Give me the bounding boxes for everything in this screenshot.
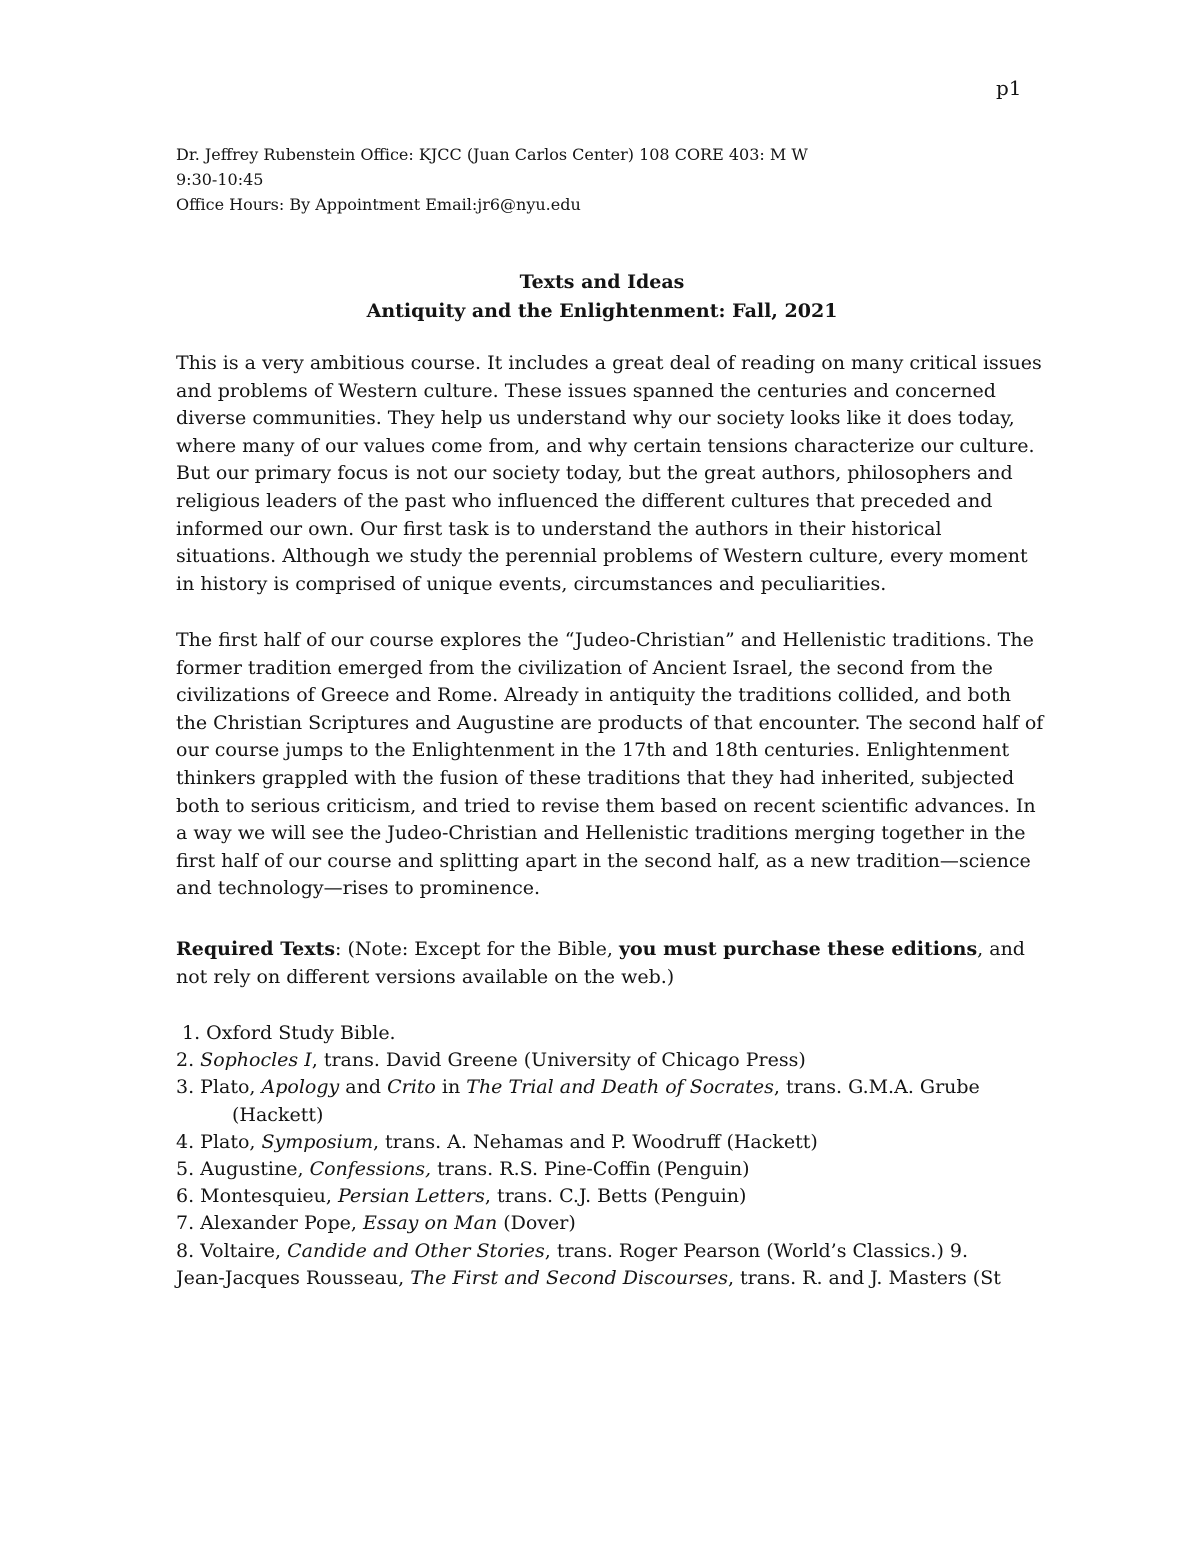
item-number: 4. Plato, (176, 1130, 262, 1153)
list-item-continuation: (Hackett) (232, 1103, 324, 1126)
book-title: The First and Second Discourses (410, 1266, 728, 1289)
book-title: Essay on Man (362, 1212, 498, 1235)
header-line-instructor: Dr. Jeffrey Rubenstein Office: KJCC (Juan Carlos Center) 108 CORE 403: M W (176, 145, 808, 164)
book-details: , trans. David Greene (University of Chicago Press) (311, 1049, 806, 1072)
item-number: 6. Montesquieu, (176, 1185, 338, 1208)
page-number: p1 (996, 76, 1022, 100)
required-note-part-a: : (Note: Except for the Bible, (335, 938, 619, 960)
book-details: , trans. C.J. Betts (Penguin) (484, 1185, 747, 1208)
book-details: trans. R.S. Pine-Coffin (Penguin) (431, 1158, 750, 1181)
book-connector: in (435, 1076, 467, 1099)
book-title: The Trial and Death of Socrates (466, 1076, 774, 1099)
book-title: Sophocles I (200, 1049, 312, 1072)
required-note-bold: you must purchase these editions (618, 938, 978, 960)
traditions-paragraph: The first half of our course explores the “Judeo-Christian” and Hellenistic traditions. The former tradition emerged from the civilization of Ancient Israel, the second from the civilizations of Greece and Rome. Already in antiquity the traditions collided, and both the Christian Scriptures and Augustine are products of that encounter. The second half of our course jumps to the Enlightenment in the 17th and 18th centuries. Enlightenment thinkers grappled with the fusion of these traditions that they had inherited, subjected both to serious criticism, and tried to revise them based on recent scientific advances. In a way we will see the Judeo-Christian and Hellenistic traditions merging together in the first half of our course and splitting apart in the second half, as a new tradition—science and technology—rises to prominence. (176, 629, 1044, 900)
list-item (176, 1210, 1056, 1237)
item-number: 8. Voltaire, (176, 1239, 288, 1262)
list-item (176, 1238, 1056, 1265)
book-title: Candide and Other Stories (287, 1239, 545, 1262)
list-item: 1. Oxford Study Bible. (182, 1022, 396, 1044)
book-title: Confessions, (309, 1158, 432, 1181)
intro-paragraph: This is a very ambitious course. It includes a great deal of reading on many critical issues and problems of Western culture. These issues spanned the centuries and concerned diverse communities. They help us understand why our society looks like it does today, where many of our values come from, and why certain tensions characterize our culture. But our primary focus is not our society today, but the great authors, philosophers and religious leaders of the past who influenced the different cultures that preceded and informed our own. Our first task is to understand the authors in their historical situations. Although we study the perennial problems of Western culture, every moment in history is comprised of unique events, circumstances and peculiarities. (176, 352, 1042, 595)
required-texts-list (176, 1020, 1056, 1292)
book-details: , trans. R. and J. Masters (St (727, 1266, 1001, 1289)
book-title: Symposium (261, 1130, 373, 1153)
list-item (176, 1156, 1056, 1183)
book-title: Crito (387, 1076, 436, 1099)
book-title: Persian Letters (337, 1185, 485, 1208)
header-line-time: 9:30-10:45 (176, 170, 264, 189)
list-item (176, 1074, 1056, 1101)
course-titles (0, 268, 1200, 326)
book-title: Apology (261, 1076, 340, 1099)
list-item (176, 1129, 1056, 1156)
book-details: , trans. Roger Pearson (World’s Classics.) 9. (544, 1239, 969, 1262)
item-number: 3. Plato, (176, 1076, 262, 1099)
book-author: Jean-Jacques Rousseau, (176, 1266, 411, 1289)
item-number: 5. Augustine, (176, 1158, 310, 1181)
item-number: 7. Alexander Pope, (176, 1212, 363, 1235)
book-details: (Dover) (497, 1212, 576, 1235)
list-item (176, 1047, 1056, 1074)
required-note-part-b: , and not rely on different versions available on the web.) (176, 938, 1025, 988)
header-line-office-hours: Office Hours: By Appointment Email:jr6@nyu.edu (176, 195, 581, 214)
required-texts-label: Required Texts (176, 938, 336, 960)
instructor-header (176, 142, 808, 217)
course-subtitle: Antiquity and the Enlightenment: Fall, 2021 (366, 300, 838, 322)
item-number: 2. (176, 1049, 201, 1072)
course-title: Texts and Ideas (519, 271, 685, 293)
book-details: , trans. G.M.A. Grube (773, 1076, 980, 1099)
list-item (176, 1183, 1056, 1210)
required-texts-note (176, 935, 1046, 991)
list-item (176, 1265, 1056, 1292)
book-connector: and (339, 1076, 388, 1099)
book-details: , trans. A. Nehamas and P. Woodruff (Hackett) (372, 1130, 818, 1153)
